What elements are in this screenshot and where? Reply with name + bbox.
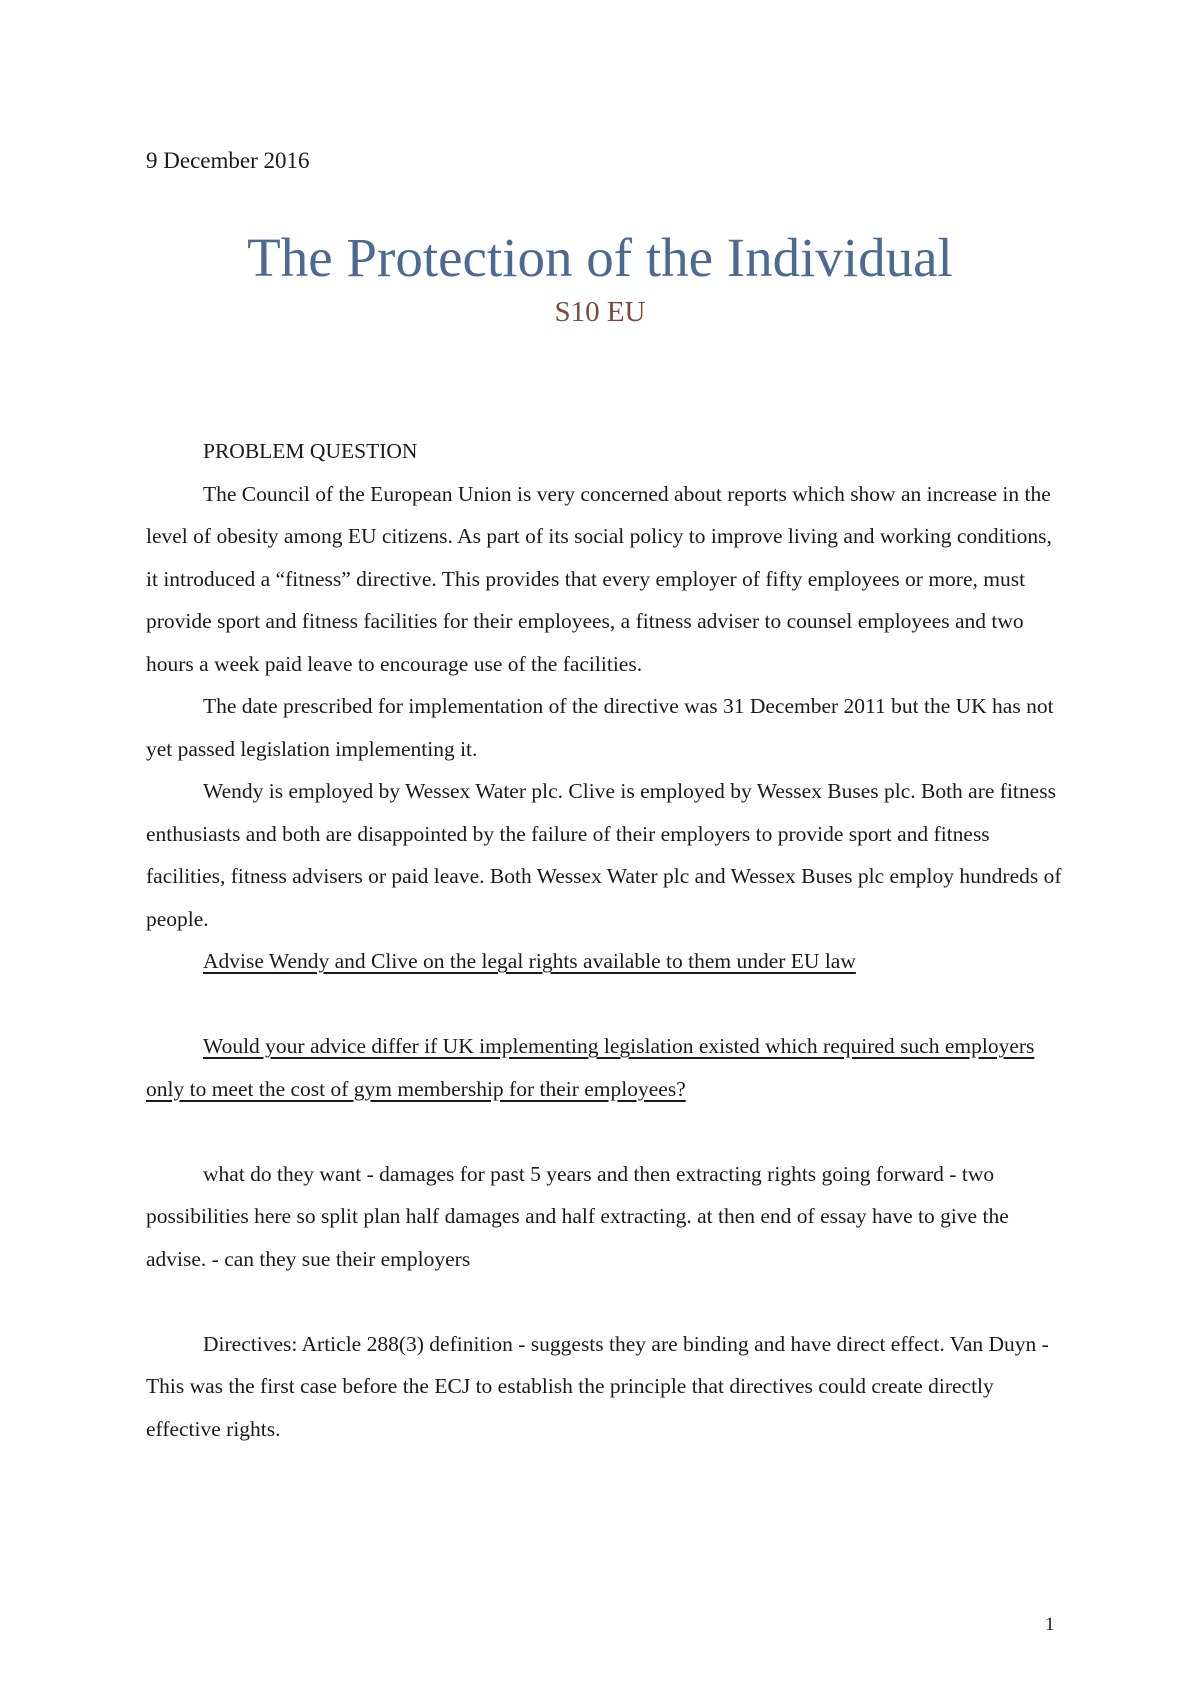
directives-paragraph: Directives: Article 288(3) definition - suggests they are binding and have direct effect. Van Duyn - This was the first case before the ECJ to establish the principle that directives could create directly effective rights. [146,1331,1049,1441]
document-subtitle: S10 EU [554,296,646,328]
question-1 [146,940,1064,983]
document-title: The Protection of the Individual [247,227,953,288]
question-2 [146,1025,1064,1110]
spacer [146,983,1064,1026]
problem-paragraph-2: The date prescribed for implementation of the directive was 31 December 2011 but the UK has not yet passed legislation implementing it. [146,694,1054,761]
document-date: 9 December 2016 [146,148,310,173]
page-number: 1 [1045,1614,1055,1635]
spacer [146,1280,1064,1323]
notes-paragraph: what do they want - damages for past 5 years and then extracting rights going forward - two possibilities here so split plan half damages and half extracting. at then end of essay have to give the advise. - can they sue their employers [146,1161,1009,1271]
question-2-text: Would your advice differ if UK implementing legislation existed which required such employers only to meet the cost of gym membership for their employees? [146,1034,1035,1101]
document-body [146,430,1064,1450]
problem-paragraph-1: The Council of the European Union is very concerned about reports which show an increase in the level of obesity among EU citizens. As part of its social policy to improve living and working conditions, it introduced a “fitness” directive. This provides that every employer of fifty employees or more, must provide sport and fitness facilities for their employees, a fitness adviser to counsel employees and two hours a week paid leave to encourage use of the facilities. [146,481,1052,676]
question-1-text: Advise Wendy and Clive on the legal rights available to them under EU law [203,949,856,973]
section-heading: PROBLEM QUESTION [203,439,418,463]
spacer [146,1110,1064,1153]
problem-paragraph-3: Wendy is employed by Wessex Water plc. Clive is employed by Wessex Buses plc. Both are fitness enthusiasts and both are disappointed by the failure of their employers to provide sport and fitness facilities, fitness advisers or paid leave. Both Wessex Water plc and Wessex Buses plc employ hundreds of people. [146,779,1062,931]
